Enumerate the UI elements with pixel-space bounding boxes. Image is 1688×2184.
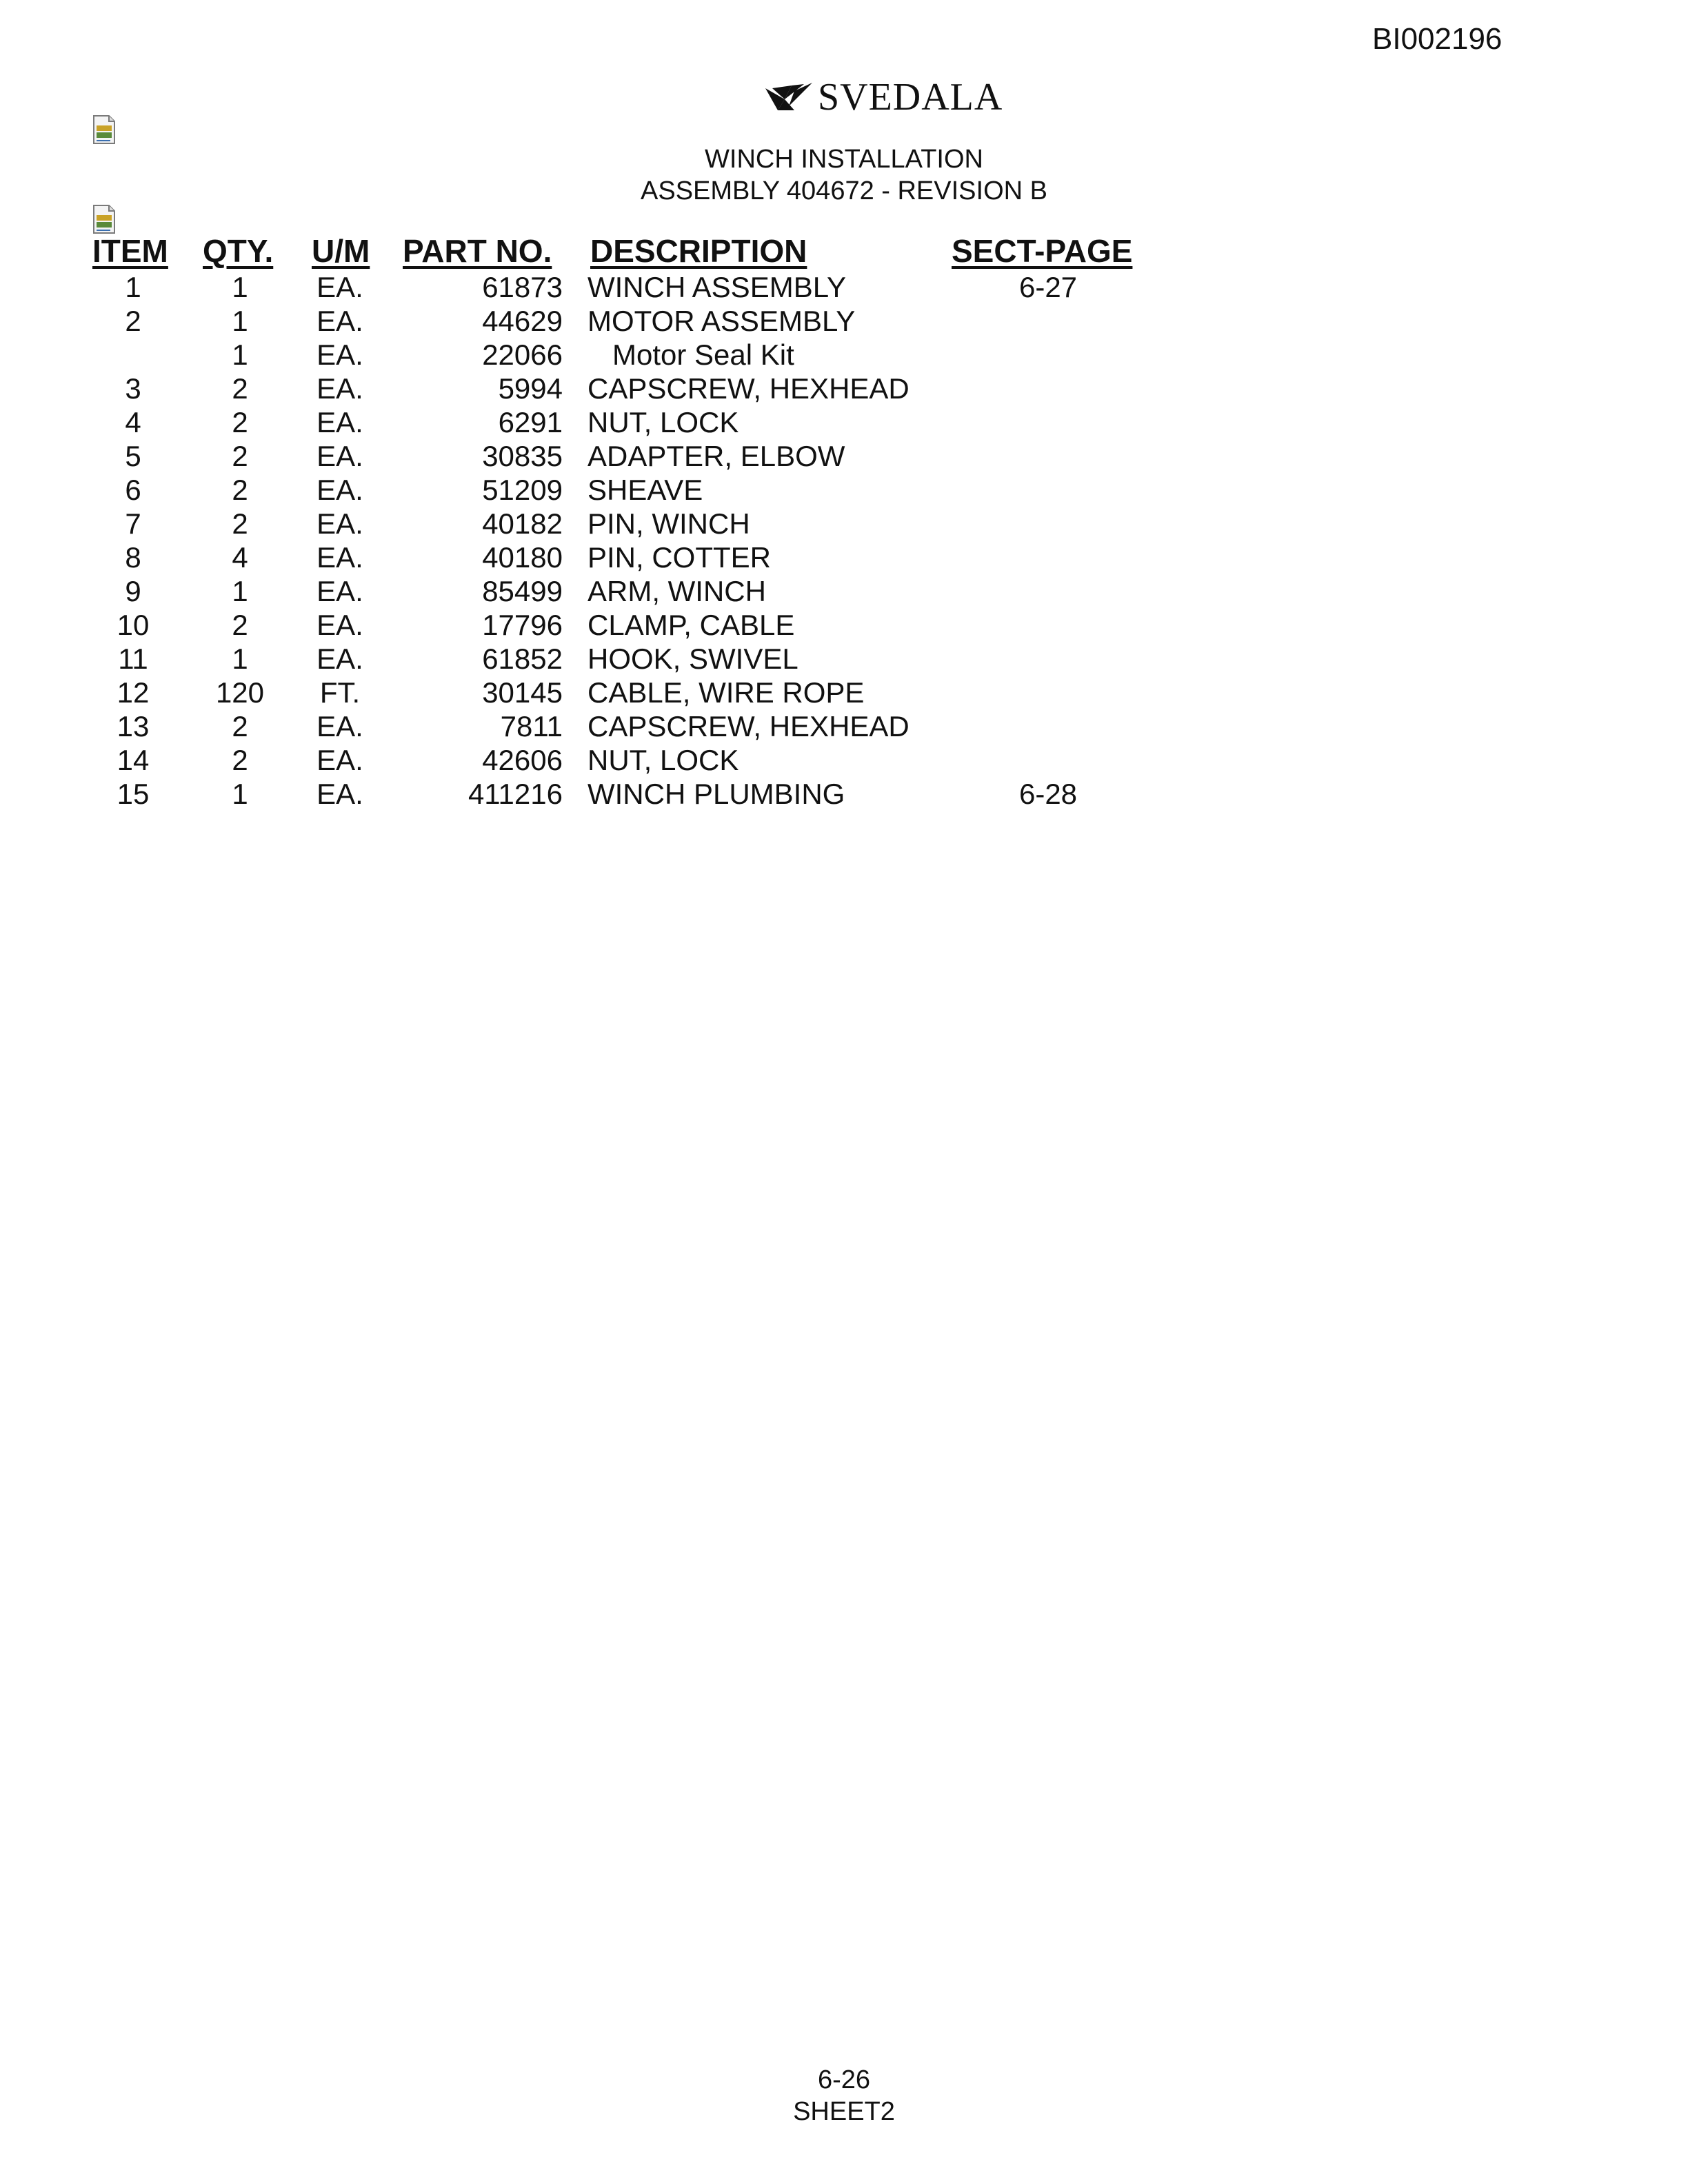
table-row (0, 743, 1688, 777)
item-cell: 10 (117, 609, 150, 641)
um-cell: EA. (316, 440, 363, 472)
table-row (0, 372, 1688, 405)
um-cell: EA. (316, 744, 363, 776)
table-row (0, 507, 1688, 540)
description-cell: SHEAVE (587, 474, 703, 506)
part-no-cell: 5994 (498, 372, 563, 405)
qty-cell: 1 (232, 305, 248, 337)
description-cell: WINCH PLUMBING (587, 778, 845, 810)
item-cell: 1 (125, 271, 141, 303)
description-cell: PIN, WINCH (587, 507, 750, 540)
um-cell: EA. (316, 271, 363, 303)
item-cell: 6 (125, 474, 141, 506)
qty-cell: 2 (232, 406, 248, 438)
part-no-cell: 6291 (498, 406, 563, 438)
part-no-cell: 42606 (482, 744, 563, 776)
item-cell: 7 (125, 507, 141, 540)
page-number: 6-26 (817, 2065, 871, 2094)
qty-cell: 2 (232, 507, 248, 540)
um-cell: EA. (316, 406, 363, 438)
um-cell: EA. (316, 305, 363, 337)
sheet-label: SHEET2 (793, 2097, 895, 2126)
um-cell: EA. (316, 643, 363, 675)
item-cell: 12 (117, 676, 150, 709)
header-um: U/M (312, 233, 370, 269)
description-cell: NUT, LOCK (587, 744, 739, 776)
description-cell: ARM, WINCH (587, 575, 766, 607)
um-cell: EA. (316, 541, 363, 574)
qty-cell: 4 (232, 541, 248, 574)
header-sect-page: SECT-PAGE (952, 233, 1133, 269)
table-row (0, 608, 1688, 642)
item-cell: 15 (117, 778, 150, 810)
table-row (0, 270, 1688, 304)
um-cell: EA. (316, 575, 363, 607)
part-no-cell: 44629 (482, 305, 563, 337)
item-cell: 8 (125, 541, 141, 574)
assembly-title (0, 143, 1688, 207)
table-body (0, 270, 1688, 811)
item-cell: 3 (125, 372, 141, 405)
table-row (0, 304, 1688, 338)
sect-page-cell: 6-28 (1018, 778, 1078, 810)
header-part-no: PART NO. (403, 233, 552, 269)
table-row (0, 574, 1688, 608)
part-no-cell: 61873 (482, 271, 563, 303)
item-cell: 13 (117, 710, 150, 742)
table-row (0, 676, 1688, 709)
page-footer (0, 2064, 1688, 2127)
table-row (0, 777, 1688, 811)
header-description: DESCRIPTION (590, 233, 807, 269)
table-row (0, 473, 1688, 507)
table-row (0, 439, 1688, 473)
document-icon (91, 204, 117, 234)
um-cell: EA. (316, 710, 363, 742)
table-row (0, 338, 1688, 372)
header-item: ITEM (92, 233, 168, 269)
logo-text: SVEDALA (818, 76, 1003, 119)
description-cell: CLAMP, CABLE (587, 609, 795, 641)
qty-cell: 120 (215, 676, 265, 709)
title-line-1: WINCH INSTALLATION (705, 145, 983, 174)
part-no-cell: 40180 (482, 541, 563, 574)
part-no-cell: 17796 (482, 609, 563, 641)
document-id: BI002196 (1372, 22, 1503, 56)
item-cell: 14 (117, 744, 150, 776)
description-cell: PIN, COTTER (587, 541, 772, 574)
um-cell: EA. (316, 474, 363, 506)
um-cell: EA. (316, 338, 363, 371)
svedala-logo (764, 73, 1003, 121)
part-no-cell: 22066 (482, 338, 563, 371)
qty-cell: 2 (232, 744, 248, 776)
qty-cell: 2 (232, 474, 248, 506)
qty-cell: 1 (232, 575, 248, 607)
document-icon (91, 114, 117, 145)
part-no-cell: 7811 (500, 710, 563, 742)
description-cell: WINCH ASSEMBLY (587, 271, 846, 303)
part-no-cell: 51209 (482, 474, 563, 506)
part-no-cell: 30835 (482, 440, 563, 472)
table-row (0, 642, 1688, 676)
qty-cell: 1 (232, 338, 248, 371)
table-row (0, 405, 1688, 439)
um-cell: EA. (316, 778, 363, 810)
part-no-cell: 85499 (482, 575, 563, 607)
description-cell: ADAPTER, ELBOW (587, 440, 845, 472)
qty-cell: 2 (232, 440, 248, 472)
qty-cell: 1 (232, 271, 248, 303)
part-no-cell: 40182 (482, 507, 563, 540)
qty-cell: 1 (232, 778, 248, 810)
um-cell: EA. (316, 372, 363, 405)
part-no-cell: 30145 (482, 676, 563, 709)
um-cell: FT. (319, 676, 361, 709)
item-cell: 4 (125, 406, 141, 438)
item-cell: 11 (118, 643, 148, 675)
qty-cell: 2 (232, 710, 248, 742)
item-cell: 5 (125, 440, 141, 472)
item-cell: 9 (125, 575, 141, 607)
qty-cell: 1 (232, 643, 248, 675)
description-cell: CAPSCREW, HEXHEAD (587, 372, 910, 405)
qty-cell: 2 (232, 609, 248, 641)
table-row (0, 709, 1688, 743)
um-cell: EA. (316, 609, 363, 641)
um-cell: EA. (316, 507, 363, 540)
description-cell: Motor Seal Kit (612, 338, 794, 371)
part-no-cell: 411216 (468, 778, 563, 810)
part-no-cell: 61852 (482, 643, 563, 675)
description-cell: CAPSCREW, HEXHEAD (587, 710, 910, 742)
description-cell: CABLE, WIRE ROPE (587, 676, 865, 709)
svedala-diamond-logo-icon (764, 79, 815, 116)
table-row (0, 540, 1688, 574)
title-line-2: ASSEMBLY 404672 - REVISION B (641, 176, 1047, 205)
description-cell: HOOK, SWIVEL (587, 643, 798, 675)
sect-page-cell: 6-27 (1018, 271, 1078, 303)
header-qty: QTY. (203, 233, 274, 269)
description-cell: MOTOR ASSEMBLY (587, 305, 856, 337)
item-cell: 2 (125, 305, 141, 337)
description-cell: NUT, LOCK (587, 406, 739, 438)
qty-cell: 2 (232, 372, 248, 405)
